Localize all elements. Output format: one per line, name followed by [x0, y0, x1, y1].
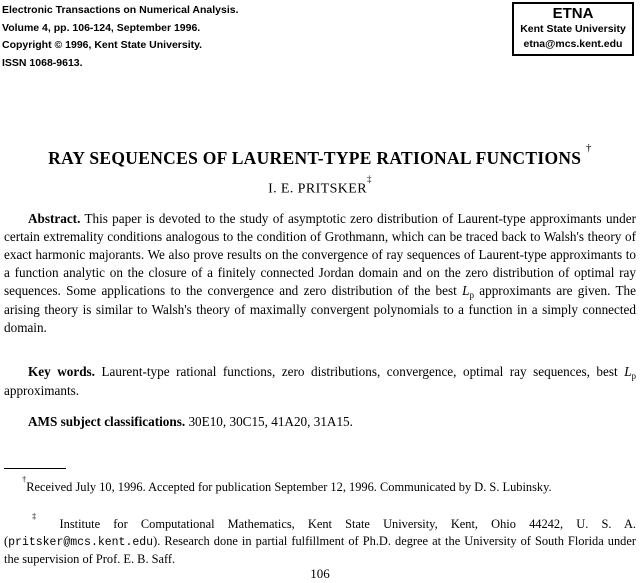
paper-title — [0, 142, 640, 169]
lp-symbol: $L_p$ — [624, 364, 637, 381]
volume-info: Volume 4, pp. 106-124, September 1996. — [2, 21, 201, 34]
etna-email: etna@mcs.kent.edu — [523, 38, 623, 50]
author-footnote-mark: ‡ — [367, 174, 372, 184]
keywords-text-2: approximants. — [4, 383, 80, 398]
page-number: 106 — [310, 566, 330, 581]
footnote-received — [4, 475, 636, 496]
etna-university: Kent State University — [520, 23, 626, 35]
issn-line: ISSN 1068-9613. — [2, 56, 83, 69]
footnote-mark-double-dagger: ‡ — [22, 511, 47, 521]
copyright-line: Copyright © 1996, Kent State University. — [2, 39, 203, 51]
author-email: pritsker@mcs.kent.edu — [8, 535, 154, 549]
ams-classifications — [4, 413, 636, 431]
abstract-text-2: approximants are given. The arising theory is similar to Walsh's theory of maximally convergent polynomials to a function in a simply connected domain. — [4, 283, 636, 335]
etna-box — [512, 2, 634, 56]
abstract-label: Abstract. — [28, 211, 81, 226]
keywords-text-1: Laurent-type rational functions, zero distributions, convergence, optimal ray sequences, best — [101, 364, 618, 379]
footnote-mark-dagger: † — [22, 474, 27, 484]
title-footnote-mark: † — [586, 142, 592, 155]
footnote-affiliation-text-1: Institute for Computational Mathematics, Kent State University, Kent, Ohio 44242, U. S. A. ( — [4, 517, 636, 548]
journal-name: Electronic Transactions on Numerical Analysis. — [2, 4, 239, 16]
ams-codes: 30E10, 30C15, 41A20, 31A15. — [188, 414, 353, 429]
footnote-affiliation — [4, 512, 636, 568]
keywords — [4, 363, 636, 400]
journal-header — [2, 2, 239, 72]
keywords-label: Key words. — [28, 364, 95, 379]
footnote-affiliation-text-2: ). Research done in partial fulfillment of Ph.D. degree at the University of South Florida under the supervision of Prof. E. B. Saff. — [4, 533, 636, 567]
footnote-rule — [4, 468, 66, 469]
author-line — [0, 174, 640, 198]
paper-title-text: RAY SEQUENCES OF LAURENT-TYPE RATIONAL FUNCTIONS — [48, 148, 582, 168]
etna-title: ETNA — [552, 5, 594, 22]
abstract-text-1: This paper is devoted to the study of asymptotic zero distribution of Laurent-type approximants under certain extremality conditions analogous to the condition of Grothmann, which can be traced back to Walsh's theory of exact harmonic majorants. We also prove results on the convergence of ray sequences of Laurent-type approximants to a function analytic on the closure of a finitely connected Jordan domain and on the zero distribution of optimal ray sequences. Some applications to the convergence and zero distribution of the best — [4, 211, 636, 298]
author-name: I. E. PRITSKER — [268, 181, 368, 197]
footnote-received-text: Received July 10, 1996. Accepted for publication September 12, 1996. Communicated by D. S. Lubinsky. — [26, 480, 552, 495]
ams-label: AMS subject classifications. — [28, 414, 186, 429]
abstract — [4, 210, 636, 337]
lp-symbol: $L_p$ — [462, 283, 474, 300]
